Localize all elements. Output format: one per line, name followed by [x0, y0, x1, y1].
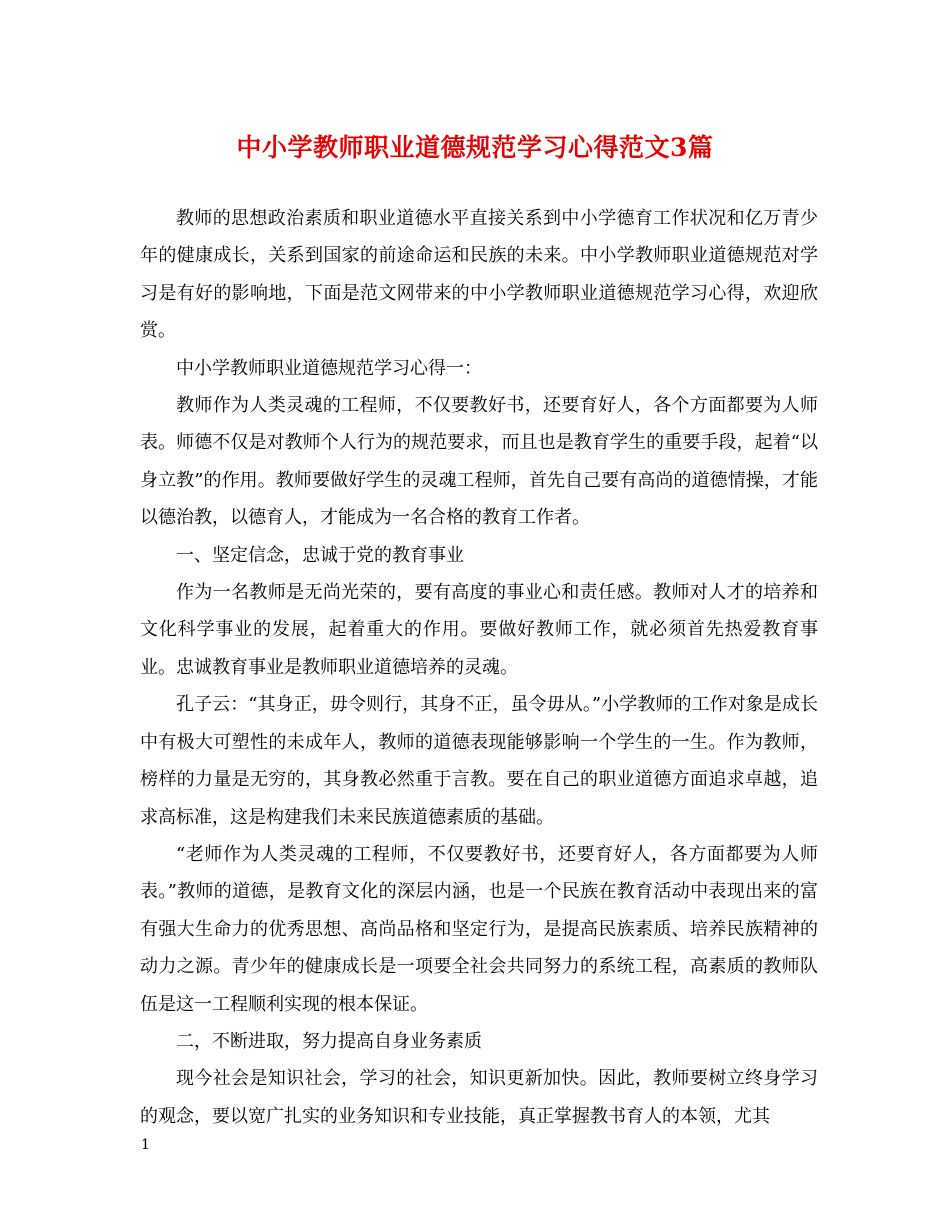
section-heading-one: 一、坚定信念，忠诚于党的教育事业	[176, 544, 464, 566]
paragraph: 教师作为人类灵魂的工程师，不仅要教好书，还要育好人，各个方面都要为人师表。师德不仅是对教师个人行为的规范要求，而且也是教育学生的重要手段，起着“以身立教”的作用。教师要做好学生的灵魂工程师，首先自己要有高尚的道德情操，才能以德治教，以德育人，才能成为一名合格的教育工作者。	[140, 395, 818, 529]
section-heading-two: 二，不断进取，努力提高自身业务素质	[176, 1030, 482, 1052]
paragraph: 孔子云：“其身正，毋令则行，其身不正，虽令毋从。”小学教师的工作对象是成长中有极大可塑性的未成年人，教师的道德表现能够影响一个学生的一生。作为教师，榜样的力量是无穷的，其身教必然重于言教。要在自己的职业道德方面追求卓越，追求高标准，这是构建我们未来民族道德素质的基础。	[140, 694, 818, 828]
page-number: 1	[141, 1137, 150, 1153]
paragraph-heading-part-one: 中小学教师职业道德规范学习心得一：	[176, 357, 482, 379]
paragraph-intro: 教师的思想政治素质和职业道德水平直接关系到中小学德育工作状况和亿万青少年的健康成长，关系到国家的前途命运和民族的未来。中小学教师职业道德规范对学习是有好的影响地，下面是范文网带来的中小学教师职业道德规范学习心得，欢迎欣赏。	[140, 208, 818, 342]
paragraph: 作为一名教师是无尚光荣的，要有高度的事业心和责任感。教师对人才的培养和文化科学事业的发展，起着重大的作用。要做好教师工作，就必须首先热爱教育事业。忠诚教育事业是教师职业道德培养的灵魂。	[140, 582, 818, 678]
paragraph: “老师作为人类灵魂的工程师，不仅要教好书，还要育好人，各方面都要为人师表。”教师的道德，是教育文化的深层内涵，也是一个民族在教育活动中表现出来的富有强大生命力的优秀思想、高尚品格和坚定行为，是提高民族素质、培养民族精神的动力之源。青少年的健康成长是一项要全社会共同努力的系统工程，高素质的教师队伍是这一工程顺利实现的根本保证。	[140, 843, 818, 1015]
document-title: 中小学教师职业道德规范学习心得范文3篇	[236, 133, 714, 162]
paragraph: 现今社会是知识社会，学习的社会，知识更新加快。因此，教师要树立终身学习的观念，要以宽广扎实的业务知识和专业技能，真正掌握教书育人的本领，尤其	[140, 1068, 818, 1127]
document-body	[140, 200, 818, 1135]
